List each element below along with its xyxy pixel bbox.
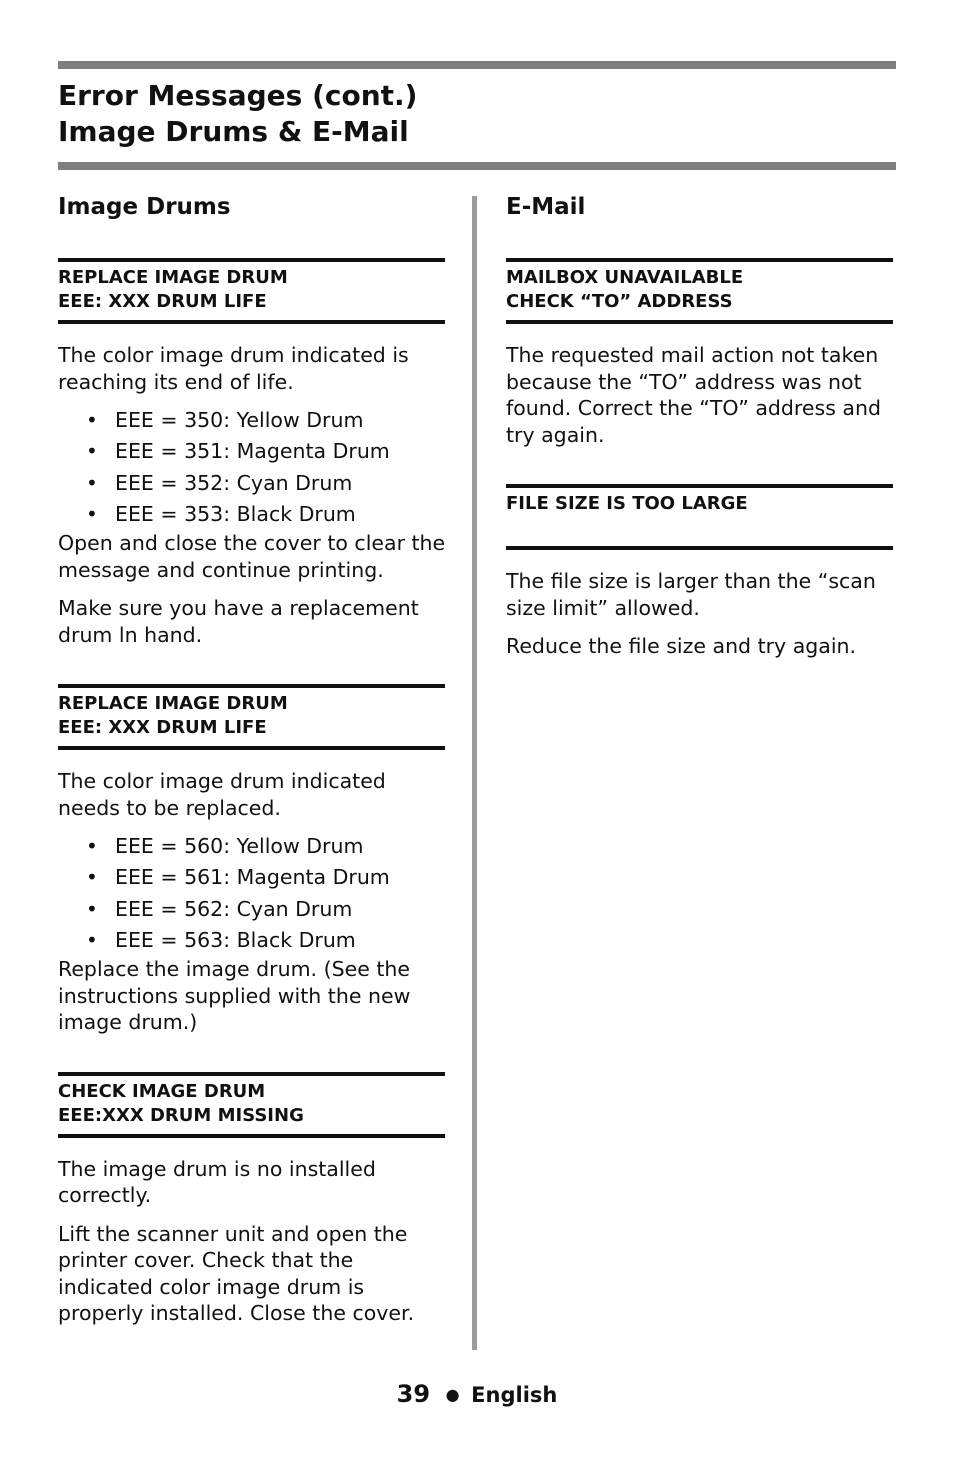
page-title-line-1: Error Messages (cont.) <box>58 79 418 112</box>
bullet-icon: • <box>86 834 98 859</box>
page-title <box>58 78 417 150</box>
list-item: • EEE = 563: Black Drum <box>58 925 448 956</box>
language-label: English <box>471 1383 558 1407</box>
bullet-icon: • <box>86 408 98 432</box>
error-block <box>58 1072 448 1327</box>
error-message-line-1: REPLACE IMAGE DRUM <box>58 267 288 288</box>
list-item: • EEE = 560: Yellow Drum <box>58 831 448 862</box>
description-text: The color image drum indicated needs to be replaced. <box>58 769 386 820</box>
error-message-line-2: EEE: XXX DRUM LIFE <box>58 291 267 312</box>
bullet-icon: • <box>86 865 98 890</box>
instruction-text: Open and close the cover to clear the message and continue printing. <box>58 531 446 582</box>
error-message-line-1: MAILBOX UNAVAILABLE <box>506 267 744 288</box>
page-number: 39 <box>396 1380 431 1408</box>
bullet-separator-icon: ● <box>445 1385 460 1404</box>
list-item: • EEE = 351: Magenta Drum <box>58 436 448 467</box>
section-title-image-drums: Image Drums <box>58 194 231 220</box>
section-title-email: E-Mail <box>506 194 586 220</box>
column-divider <box>472 196 477 1350</box>
error-message-box <box>506 258 893 324</box>
list-item: • EEE = 561: Magenta Drum <box>58 862 448 893</box>
description-text: The color image drum indicated is reaching its end of life. <box>58 343 409 394</box>
list-item: • EEE = 350: Yellow Drum <box>58 405 448 436</box>
bullet-icon: • <box>86 501 98 526</box>
bullet-icon: • <box>86 896 98 921</box>
page-footer <box>0 1380 954 1408</box>
error-message-box <box>506 484 893 550</box>
header-rule-top <box>58 61 896 69</box>
instruction-text: Replace the image drum. (See the instructions supplied with the new image drum.) <box>58 957 411 1035</box>
error-message-box <box>58 684 445 750</box>
right-column <box>506 190 896 660</box>
error-block <box>506 258 896 448</box>
drum-code-list <box>58 831 448 956</box>
error-message-line-2: EEE: XXX DRUM LIFE <box>58 717 267 739</box>
bullet-icon: • <box>86 470 98 495</box>
error-message-box <box>58 258 445 324</box>
list-item: • EEE = 352: Cyan Drum <box>58 468 448 499</box>
error-message-box <box>58 1072 445 1138</box>
description-text: The requested mail action not taken because the “TO” address was not found. Correct the “TO” address and try again. <box>506 343 881 447</box>
list-item: • EEE = 562: Cyan Drum <box>58 894 448 925</box>
left-column <box>58 190 448 1327</box>
error-message-line-1: CHECK IMAGE DRUM <box>58 1080 266 1102</box>
list-item: • EEE = 353: Black Drum <box>58 499 448 530</box>
header-rule-bottom <box>58 162 896 170</box>
page-title-line-2: Image Drums & E-Mail <box>58 115 409 148</box>
bullet-icon: • <box>86 439 98 464</box>
error-block <box>506 484 896 660</box>
description-text: The image drum is no installed correctly. <box>58 1156 376 1208</box>
error-message-line-2: CHECK “TO” ADDRESS <box>506 291 733 312</box>
instruction-text: Reduce the file size and try again. <box>506 634 857 658</box>
error-block <box>58 684 448 1036</box>
error-message-line-1: FILE SIZE IS TOO LARGE <box>506 493 748 514</box>
drum-code-list <box>58 405 448 530</box>
error-message-line-2: EEE:XXX DRUM MISSING <box>58 1104 304 1126</box>
bullet-icon: • <box>86 928 98 953</box>
error-block <box>58 258 448 648</box>
instruction-text: Lift the scanner unit and open the printer cover. Check that the indicated color image drum is properly installed. Close the cover. <box>58 1221 415 1326</box>
error-message-line-1: REPLACE IMAGE DRUM <box>58 693 288 715</box>
instruction-text: Make sure you have a replacement drum ln hand. <box>58 596 419 647</box>
description-text: The file size is larger than the “scan size limit” allowed. <box>506 569 876 620</box>
